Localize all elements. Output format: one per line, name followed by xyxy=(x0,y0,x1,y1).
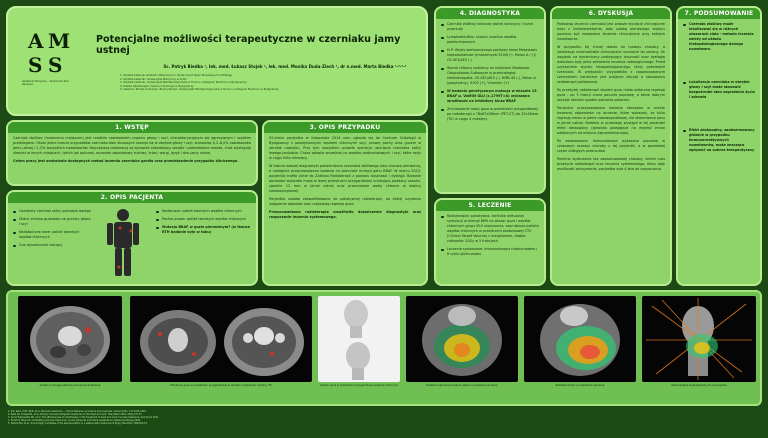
affiliation: 2. Wydział Lekarski, Uniwersytet Medyczny w Łodzi xyxy=(120,77,187,81)
list-item: Lokalizacja czerniaka w obrębie głowy i szyi może stanowić bezpośredni stan zagrożenia życia i zdrowia xyxy=(683,80,755,100)
discussion-paragraph: W przypadku tej chorej doszło do rozwoju choroby, a lokalizacja uniemożliwiła chirurgiczne usunięcie tej zmiany. Ze względu na dynamiczny postępujący duszność oraz dysfagię wdrożono były pilne wdrożenie leczenia radiologicznego. Przed uzyskaniem wyniku histopatologicznego, który potwierdził czerniaka. W większości przypadków z zaawansowanym czerniakiem konieczne jest podjęcie decyzji o stosowaniu radioterapii paliatywnej. xyxy=(557,45,665,84)
ct-scan-image xyxy=(18,296,122,382)
reference-item: 5. Postow MA, et al. Immunologic correlates of the abscopal effect in a patient with melanoma. N Engl J Med 2012; 366:925-31. xyxy=(8,422,148,425)
section-opis-pacjenta xyxy=(6,190,258,286)
goal-text: Celem pracy jest omówienie dostępnych metod leczenia czerniaka gardła oraz przedstawienie przypadku klinicznego. xyxy=(13,159,239,163)
list-item: Zmniejszenie masy guza w przestrzeni przygardłowej po radioterapii z 78x67x58mm (PET-CT) do 22x16mm (TK) w ciągu 4 miesięcy xyxy=(441,107,539,122)
list-item: Wynat chłonny położony za mięśniem Mostkowo-Obojczykowo-Sutkowym w przeciwległej: limfadenopatia. CK AE1/AE3 (-), HMB-45 (-), Melan-A (pozytywny), S100 (+), Vimentin (+) xyxy=(441,66,539,86)
section-dyskusja xyxy=(550,6,672,286)
patient-photo-image xyxy=(318,296,400,382)
svg-text:A: A xyxy=(28,29,44,53)
section-header: 2. OPIS PACJENTA xyxy=(8,192,256,203)
list-item: Czerniak złośliwy końcowy dolnej kończyny i liczne przerzuty xyxy=(441,22,539,32)
svg-text:S: S xyxy=(48,53,63,77)
image-caption: Układ wiązek terapeutycznych na pacjenta xyxy=(671,384,727,387)
affiliation: 3. Wydział Lekarski, Uniwersytet Mikołaja Kopernika w Toruniu, Collegium Medicum w Bydgoszczy xyxy=(120,81,247,85)
discussion-paragraph: Pomimo wydłużenia tak zaawansowanej choroby, średni czas przeżycia radioterapii oraz leczenia systemowego, który daje możliwość zatrzymania, pacjentka żyła 4 lata od rozpoznania. xyxy=(557,157,665,171)
image-caption: Rozkład napromieniowania dawki na obszarze leczenia xyxy=(426,384,498,387)
beam-arrangement-image xyxy=(642,296,756,382)
section-header: 3. OPIS PRZYPADKU xyxy=(264,122,426,133)
authors: lic. Patryk Biedka ¹, lek. med. Łukasz Stojek ², lek. med. Monika Duda-Ziech ³, dr n.med. Marta Biedka ¹·²·³·⁴ xyxy=(163,64,407,69)
section-body xyxy=(8,203,256,283)
list-item: Pachia prawa: pakiet twardych węzłów chłonnych xyxy=(156,217,252,222)
list-item: Mutacja BRAF w guzie pierwotnym? (w tkance RTH badanie było w toku) xyxy=(156,225,252,235)
section-body xyxy=(552,19,670,178)
list-item: Guz dynamicznie rosnący xyxy=(13,243,91,248)
affiliation: 4. Zakład Radioterapii, Centrum Onkologii w Bydgoszczy xyxy=(120,84,194,88)
list-item: Skóra: zmiana guzowata na granicy głowy i szyi xyxy=(13,217,91,227)
list-item: Radioterapia: paliatywna, technika wirtualnej symulacji w energii 6MV na obszar guza i węzłów chłonnych grupy IB-V ulozyroznia, oraz obszar pakietu węzłów chłonnych w przestrzeni zaotorbowej CTV (Clinical Target Volume) z marginesem, dawka całkowita: 20Gy w 5 frakcjach xyxy=(441,214,539,244)
list-item: H-P: Węzły wartowniczego pachowy lewej Metastasis heptamelaticae lymphomyelii S100(+), Melan A (+)/ CK AE1/AE3 (-) xyxy=(441,48,539,63)
image-caption: Położenie guza w przestrzeni przygardłowej w obrębie śródpiersia i zmiany TK xyxy=(170,384,272,387)
section-podsumowanie xyxy=(676,6,762,286)
image-caption: Guzek na drugiej szklanej ścianie podniebienia xyxy=(39,384,101,387)
discussion-paragraph: Pacjentce przeprowadzono badania obrazowe w ocenie wczesnej odpowiedzi na leczenie, które wykazały, że tylko regresję zmian w jamie nosowogardłowej, nie stwierdzono pasu w jamie ustnej. Badania w przebiegu wystąpił w tej pacjentki efekt abskopalny (zjawisko polegające na regresji zmian oddalonych od miejsca napromienianego). xyxy=(557,106,666,135)
affiliation: 5. Katedra i Klinika Onkologii i Brachyterapii, Uniwersytet Mikołaja Kopernika w Toruniu, Collegium Medicum w Bydgoszczy xyxy=(120,88,279,92)
patient-figure-icon xyxy=(98,207,148,279)
list-item: Nadbrusze: pakiet twardych węzłów chłonnych xyxy=(156,209,252,214)
patient-list-right xyxy=(156,209,252,238)
list-item: Efekt abskopalny, zaobserwowany głównie w przypadku immunoreaktywnych nowotworów, może znacząco wpływać na sukces terapeutyczny xyxy=(683,128,755,153)
section-body xyxy=(436,211,544,263)
discussion-paragraph: Po przebytej radioterapii stopień guzu miało widoczną regresję guza - po 3 frakcji chora poczuła poprawę, a także dobrym zaczęła również spadek pobrania pokarmu. xyxy=(557,88,665,102)
case-paragraph: 52-letnia pacjentka w listopadzie 2014 roku zgłosiła się do Centrum Onkologii w Bydgoszczy z powiększonymi węzłami chłonnymi szyi, prawej pachy oraz guzem w obrębie nosołyku. Przy tym wszystkim prawda operacja usunięcia czerniaka skóry lewego podudzia. Chora zgłosiła wcześniej na węzłów podżuchwowych i szyi, które rosły w ciągu kilku miesięcy. xyxy=(269,136,421,160)
reference-item: 1. R.E. Kahn, M.M. Wolf, et al. Mucosal melanoma — clinical features, recurrence and prognosis. Cancer 2011; 117:1234-1245. xyxy=(8,410,147,413)
intro-text: Czerniak złośliwy (melanoma malignum) jest rzadkim nowotworem regionu głowy i szyi, charakteryzującym się agresywnym i szybkim przebiegiem. Około jedna trzecia przypadków czerniaka błon śluzowych rozwija się w obrębie głowy i szyi, stanowiąc 0,2–8,0% nowotworów jamy ustnej i 1–2% wszystkich nowotworów. Najczęstszą lokalizacją są wyrostek zębodołowy szczęki i podniebienie twarde, choć występuje również w innych miejscach, takich jak policzek, wyrostek zębodołowy żuchwy, krtań, wargi, język i dno jamy ustnej. xyxy=(13,136,251,155)
image-strip xyxy=(6,290,762,406)
isodose-image xyxy=(524,296,636,382)
poster-title: Potencjalne możliwości terapeutyczne w czerniaku jamy ustnej xyxy=(96,34,401,56)
section-diagnostyka xyxy=(434,6,546,194)
case-paragraph: W trakcie dalszej diagnostyki potwierdzono czerniaka złośliwego jako chorobę pierwotną, a następnie przeprowadzono badania na obecność mutacji genu BRAF. W marcu 2015, pacjentka trafiła pilnie do Zakładu Radioterapii z powodu dusznosci i dysfagii. Badanie obrazowe wykazało masę w lewej przestrzeni przygardłowej uciskającą poddany czaszki, zgodnie 12 mm w jamie ustnej oraz przerzutowe węzły chłonne w okolicy nadobojczykowej. xyxy=(269,164,421,193)
svg-text:S: S xyxy=(28,53,43,77)
list-item: Czerniak złośliwy może lokalizować się w różnych obszarach ciała - metoda leczenia zależy od układu histopatologicznego danego nowotworu xyxy=(683,22,755,52)
discussion-paragraph: Po zastosowaniu immunoterapii wykazano poprawę w czasowym rozwoju choroby u tej pacjentki, a w pozostałej części odległych przerzutów. xyxy=(557,139,665,153)
section-wstep xyxy=(6,120,258,186)
section-leczenie xyxy=(434,198,546,286)
case-paragraph: Przeprowadzono radioterapię umożliwiło dokończenie diagnostyki oraz rozpoczęcie leczenia systemowego. xyxy=(269,210,421,219)
image-caption: Rozkład izodoz na obszarach leczenia xyxy=(555,384,605,387)
list-item: Uszubiety czerniak skóry podudzia lewego xyxy=(13,209,91,214)
references xyxy=(8,410,608,425)
reference-item: 4. Tyrrell H, Payne M. Combatting mucosal melanoma: recent advances and future perspectives. Melanoma Manag 2018. xyxy=(8,419,141,422)
logo xyxy=(26,28,68,76)
patient-list-left xyxy=(13,209,91,251)
section-body xyxy=(436,19,544,128)
section-opis-przypadku xyxy=(262,120,428,286)
list-item: Lymphoedullitis: chronic reactiva węzłów podżuchwowych xyxy=(441,35,539,45)
summary-list xyxy=(683,22,755,153)
reference-item: 2. Patel SG, Prasad ML, et al. Primary mucosal malignant melanoma of the head and neck. Head Neck 2002; 24(3):247-57. xyxy=(8,413,143,416)
image-caption: Obszar guza w przestrzeni przygardłowej węzłów chłonnych xyxy=(320,384,398,387)
section-header: 6. DYSKUSJA xyxy=(552,8,670,19)
section-header: 4. DIAGNOSTYKA xyxy=(436,8,544,19)
list-item: W badaniu genetycznym mutacja w eksonie 15 BRAF p. Val600 GLU (c.1799T>A) wykazano wrażliwość na inhibitory kinaz BRAF xyxy=(441,89,539,104)
section-header: 7. PODSUMOWANIE xyxy=(678,8,760,19)
section-header: 5. LECZENIE xyxy=(436,200,544,211)
diagnostics-list xyxy=(441,22,539,122)
section-body xyxy=(678,19,760,159)
affiliation: 1. Wydział Lekarski Akademii Medycznych i Społecznych Nauk Stosowanych w Elblągu xyxy=(120,74,233,77)
logo-subtitle: Akademia Medyczna... Studenckie Koło Naukowe xyxy=(22,80,69,86)
affiliations xyxy=(120,74,420,92)
section-body xyxy=(8,133,256,170)
title-block xyxy=(6,6,428,116)
discussion-paragraph: Podstawą leczenia czerniaka jest zawsze wycięcie chirurgiczne wraz z limfadenektomią. Jako uzbieg pierwszego wyboru powinno być rozważone leczenie chirurgiczne przy każdym nowotworze. xyxy=(557,22,665,41)
list-item: Leczenie systemowe: immunoterapia niwolumabem i 6 cyklu ipilimumabu xyxy=(441,247,539,257)
list-item: Nadoboiczne lewe: pakiet twardych węzłów chłonnych xyxy=(13,230,91,240)
dose-distribution-image xyxy=(406,296,518,382)
reference-item: 3. Grant-Freemantle MC, et al. The effectiveness of radiotherapy in the treatment of head and neck mucosal melanoma. Oral Oncol 2021. xyxy=(8,416,160,419)
ct-scan-image xyxy=(130,296,312,382)
section-body xyxy=(264,133,426,226)
case-paragraph: Pacjentka została zakwalifikowana do paliatywnej radioterapii, po której uzyskano ustąpienie objawów oraz częściową regresję guza. xyxy=(269,197,421,206)
treatment-list xyxy=(441,214,539,257)
svg-text:M: M xyxy=(48,29,70,53)
logo-mark xyxy=(26,28,70,78)
section-header: 1. WSTĘP xyxy=(8,122,256,133)
